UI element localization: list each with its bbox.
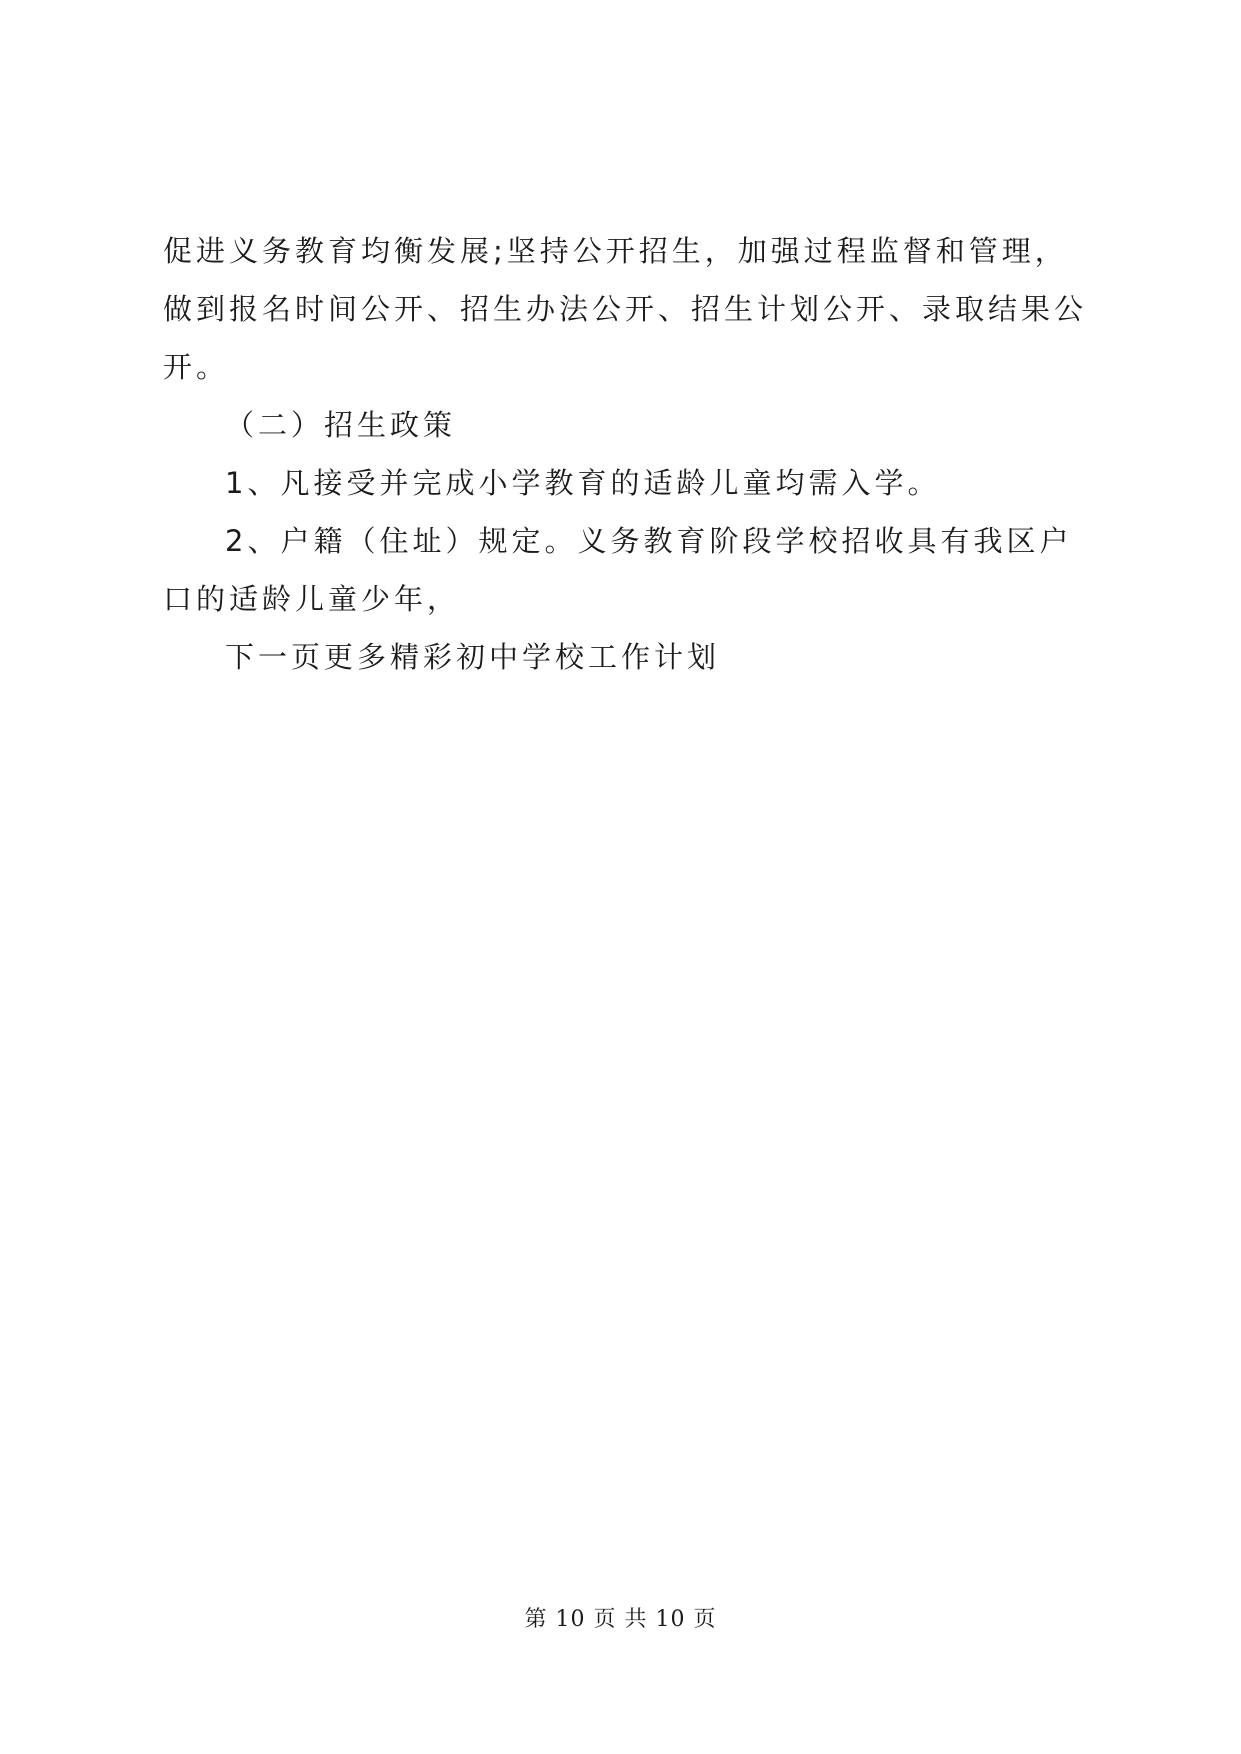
document-body [163,222,1088,686]
paragraph-line: 做到报名时间公开、招生办法公开、招生计划公开、录取结果公 [163,292,1088,326]
paragraph-line: 口的适龄儿童少年， [163,582,461,616]
paragraph-line: 开。 [163,350,230,384]
page-number-footer: 第 10 页 共 10 页 [524,1607,717,1632]
paragraph-line: 促进义务教育均衡发展;坚持公开招生，加强过程监督和管理， [163,234,1068,268]
list-item: 1、凡接受并完成小学教育的适龄儿童均需入学。 [225,466,941,500]
next-page-link[interactable]: 下一页更多精彩初中学校工作计划 [225,640,721,674]
section-heading: （二）招生政策 [225,408,457,442]
list-item: 2、户籍（住址）规定。义务教育阶段学校招收具有我区户 [225,524,1073,558]
